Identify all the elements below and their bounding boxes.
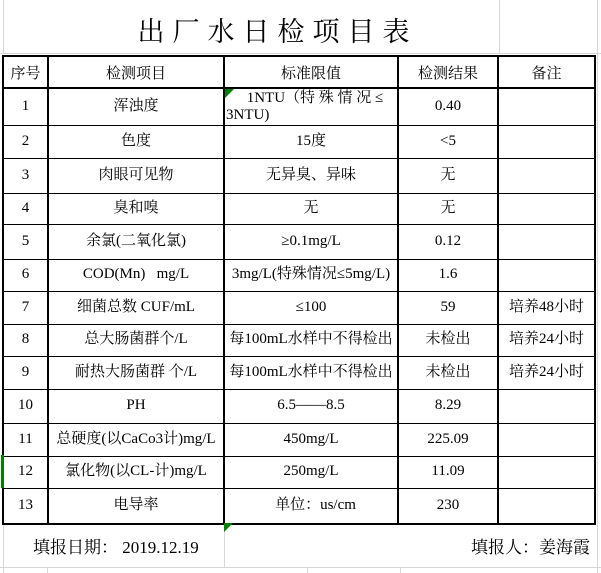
cell-result-text: <5 — [440, 132, 456, 149]
cell-row-number[interactable] — [3, 324, 48, 356]
cell-result-text: 0.40 — [434, 97, 462, 114]
cell-standard-text: 15度 — [295, 132, 326, 149]
gridline — [400, 567, 401, 573]
cell-standard-text: 450mg/L — [283, 430, 339, 447]
cell-row-number[interactable] — [3, 158, 48, 193]
cell-item-text: PH — [126, 397, 146, 414]
cell-item-text: 氯化物(以CL-计)mg/L — [65, 463, 207, 480]
cell-result[interactable] — [398, 356, 498, 389]
cell-row-number[interactable] — [3, 88, 48, 125]
header-result: 检测结果 — [398, 56, 498, 88]
cell-standard[interactable] — [224, 224, 398, 259]
gridline — [307, 567, 308, 573]
cell-result[interactable] — [398, 456, 498, 488]
cell-standard-text: 每100mL水样中不得检出 — [229, 363, 393, 380]
cell-result-text: 225.09 — [427, 430, 469, 447]
header-item: 检测项目 — [48, 56, 224, 88]
cell-result[interactable] — [398, 291, 498, 324]
cell-row-number-text: 8 — [21, 331, 30, 348]
page-title: 出厂水日检项目表 — [137, 17, 418, 47]
cell-row-number[interactable] — [3, 456, 48, 488]
cell-result-text: 无 — [440, 199, 456, 216]
reporter-name: 姜海霞 — [539, 537, 590, 557]
cell-standard-text: 250mg/L — [283, 463, 339, 480]
cell-item[interactable] — [48, 88, 224, 125]
cell-item[interactable] — [48, 488, 224, 524]
table-row — [3, 88, 595, 125]
table-row — [3, 456, 595, 488]
cell-standard-text: 6.5——8.5 — [277, 397, 345, 414]
reporter-cell[interactable] — [471, 533, 590, 558]
cell-standard[interactable] — [224, 125, 398, 158]
cell-standard-text: 单位：us/cm — [275, 496, 356, 513]
cell-standard-line1: 1NTU（特 殊 情 况 ≤ — [246, 90, 384, 107]
cell-note-text: 培养48小时 — [508, 298, 584, 315]
cell-result-text: 8.29 — [434, 397, 462, 414]
header-row — [3, 56, 595, 88]
cell-item-text: COD(Mn) mg/L — [82, 266, 190, 283]
cell-item-text: 耐热大肠菌群 个/L — [74, 363, 198, 380]
cell-result-text: 1.6 — [438, 266, 458, 283]
cell-standard[interactable] — [224, 88, 398, 125]
cell-standard[interactable] — [224, 488, 398, 524]
cell-result[interactable] — [398, 158, 498, 193]
cell-standard[interactable] — [224, 291, 398, 324]
cell-row-number-text: 1 — [21, 97, 30, 114]
table-row — [3, 193, 595, 224]
cell-standard[interactable] — [224, 389, 398, 423]
cell-result-text: 230 — [436, 496, 460, 513]
cell-row-number-text: 2 — [21, 132, 30, 149]
cell-note[interactable] — [498, 88, 595, 125]
cell-standard[interactable] — [224, 158, 398, 193]
gridline — [3, 0, 4, 53]
table-row — [3, 224, 595, 259]
reporter-label: 填报人： — [471, 537, 539, 557]
cell-item-text: 余氯(二氧化氯) — [86, 232, 186, 249]
cell-item[interactable] — [48, 125, 224, 158]
cell-note[interactable] — [498, 324, 595, 356]
error-indicator-icon — [225, 89, 234, 98]
cell-note-text: 培养24小时 — [508, 363, 584, 380]
cell-standard-text: ≥0.1mg/L — [281, 232, 341, 249]
cell-result[interactable] — [398, 423, 498, 456]
table-row — [3, 356, 595, 389]
cell-standard[interactable] — [224, 324, 398, 356]
cell-note[interactable] — [498, 456, 595, 488]
cell-result[interactable] — [398, 389, 498, 423]
cell-item-text: 色度 — [120, 132, 151, 149]
cell-item[interactable] — [48, 324, 224, 356]
cell-row-number[interactable] — [3, 291, 48, 324]
cell-result[interactable] — [398, 193, 498, 224]
table-row — [3, 488, 595, 524]
cell-row-number[interactable] — [3, 488, 48, 524]
cell-standard-text: 无异臭、异味 — [265, 166, 356, 183]
gridline — [47, 567, 48, 573]
cell-note[interactable] — [498, 125, 595, 158]
gridline — [499, 0, 500, 53]
cell-result[interactable] — [398, 125, 498, 158]
header-standard: 标准限值 — [224, 56, 398, 88]
table-row — [3, 158, 595, 193]
cell-result-text: 59 — [440, 298, 456, 315]
row-highlight-marker — [1, 455, 4, 488]
cell-standard[interactable] — [224, 193, 398, 224]
cell-standard-text: 3mg/L(特殊情况≤5mg/L) — [231, 266, 391, 283]
cell-item-text: 电导率 — [113, 496, 159, 513]
cell-note[interactable] — [498, 389, 595, 423]
cell-row-number[interactable] — [3, 423, 48, 456]
cell-row-number-text: 10 — [18, 397, 33, 414]
cell-standard-text: ≤100 — [295, 298, 327, 315]
report-date-value: 2019.12.19 — [122, 537, 199, 557]
cell-row-number-text: 11 — [18, 430, 33, 447]
cell-result-text: 0.12 — [434, 232, 462, 249]
cell-item-text: 总大肠菌群个/L — [84, 331, 188, 348]
cell-row-number[interactable] — [3, 125, 48, 158]
cell-row-number[interactable] — [3, 389, 48, 423]
header-note: 备注 — [498, 56, 595, 88]
error-indicator-icon — [224, 523, 233, 532]
cell-result[interactable] — [398, 324, 498, 356]
daily-check-table — [2, 55, 596, 525]
cell-item[interactable] — [48, 158, 224, 193]
cell-row-number-text: 3 — [21, 166, 30, 183]
table-row — [3, 291, 595, 324]
cell-standard[interactable] — [224, 259, 398, 291]
cell-row-number[interactable] — [3, 259, 48, 291]
cell-result[interactable] — [398, 224, 498, 259]
cell-result[interactable] — [398, 488, 498, 524]
cell-row-number-text: 5 — [21, 232, 30, 249]
cell-item[interactable] — [48, 389, 224, 423]
cell-item[interactable] — [48, 356, 224, 389]
cell-item[interactable] — [48, 259, 224, 291]
cell-standard[interactable] — [224, 356, 398, 389]
cell-note[interactable] — [498, 259, 595, 291]
cell-item-text: 总硬度(以CaCo3计)mg/L — [56, 430, 216, 447]
cell-item-text: 细菌总数 CUF/mL — [77, 298, 195, 315]
cell-note[interactable] — [498, 158, 595, 193]
cell-item[interactable] — [48, 224, 224, 259]
cell-note[interactable] — [498, 291, 595, 324]
table-row — [3, 324, 595, 356]
cell-item[interactable] — [48, 193, 224, 224]
cell-result[interactable] — [398, 88, 498, 125]
cell-note[interactable] — [498, 423, 595, 456]
gridline — [0, 53, 601, 54]
table-row — [3, 423, 595, 456]
cell-result-text: 未检出 — [425, 331, 471, 348]
cell-row-number-text: 12 — [18, 463, 33, 480]
header-seq: 序号 — [3, 56, 48, 88]
cell-row-number[interactable] — [3, 224, 48, 259]
cell-result[interactable] — [398, 259, 498, 291]
cell-standard-text: 每100mL水样中不得检出 — [229, 331, 393, 348]
cell-standard-text: 无 — [303, 199, 319, 216]
cell-standard-line2: 3NTU) — [226, 106, 270, 123]
cell-standard[interactable] — [224, 456, 398, 488]
cell-row-number[interactable] — [3, 193, 48, 224]
footer-row — [3, 523, 595, 567]
cell-row-number-text: 7 — [21, 298, 30, 315]
gridline — [597, 0, 598, 573]
cell-item[interactable] — [48, 291, 224, 324]
cell-item[interactable] — [48, 456, 224, 488]
cell-row-number-text: 6 — [21, 266, 30, 283]
cell-row-number-text: 4 — [21, 199, 30, 216]
cell-item-text: 肉眼可见物 — [98, 166, 174, 183]
cell-row-number-text: 13 — [18, 496, 33, 513]
cell-note-text: 培养24小时 — [508, 331, 584, 348]
table-row — [3, 389, 595, 423]
cell-result-text: 11.09 — [431, 463, 465, 480]
cell-standard[interactable] — [224, 423, 398, 456]
cell-note[interactable] — [498, 224, 595, 259]
cell-row-number[interactable] — [3, 356, 48, 389]
report-date-label: 填报日期： — [33, 537, 118, 557]
cell-item[interactable] — [48, 423, 224, 456]
cell-note[interactable] — [498, 193, 595, 224]
cell-row-number-text: 9 — [21, 363, 30, 380]
gridline — [0, 567, 601, 568]
cell-note[interactable] — [498, 356, 595, 389]
cell-note[interactable] — [498, 488, 595, 524]
cell-result-text: 未检出 — [425, 363, 471, 380]
report-date-cell[interactable] — [33, 533, 199, 558]
cell-item-text: 臭和嗅 — [113, 199, 159, 216]
cell-item-text: 浑浊度 — [113, 97, 159, 114]
table-row — [3, 259, 595, 291]
table-row — [3, 125, 595, 158]
cell-result-text: 无 — [440, 166, 456, 183]
